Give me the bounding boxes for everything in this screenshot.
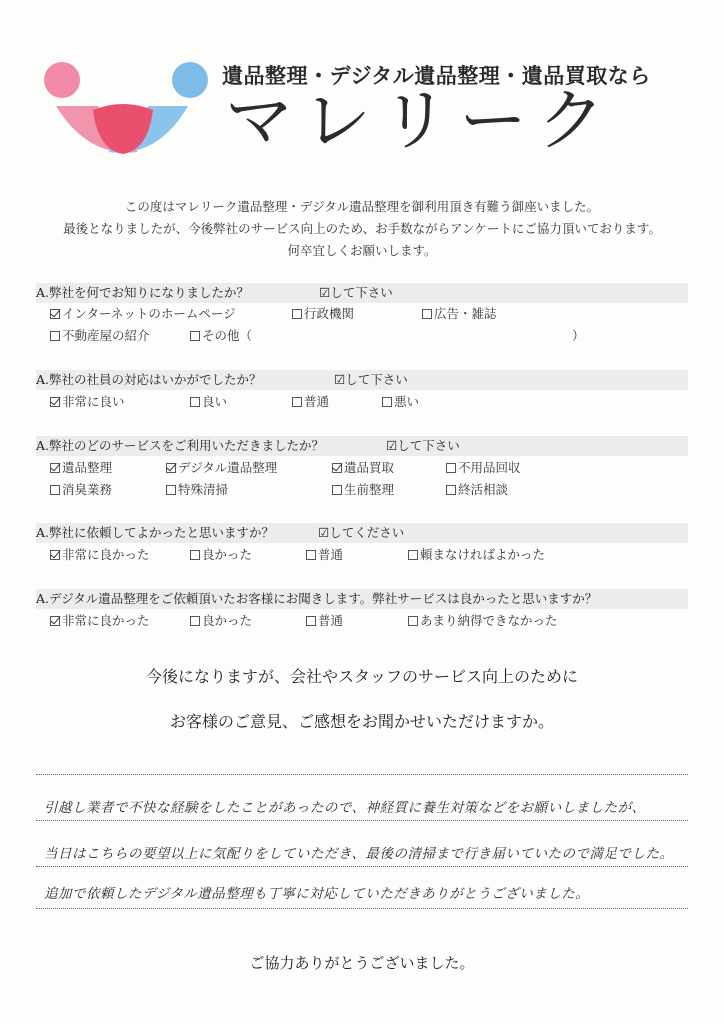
question-3-row-2 [36, 479, 688, 501]
checkbox-checked[interactable] [50, 616, 60, 626]
option-other[interactable]: その他（ [190, 325, 252, 347]
question-1-text: A.弊社を何でお知りになりましたか？ [36, 285, 250, 300]
question-4-note: ☑してください [318, 525, 405, 540]
question-1-note: ☑して下さい [319, 285, 393, 300]
checkbox[interactable] [382, 397, 392, 407]
comment-line-1: 引越し業者で不快な経験をしたことがあったので、神経質に養生対策などをお願いしましたが、 [44, 800, 646, 816]
option-very-good[interactable]: 非常に良かった [50, 610, 150, 632]
logo-left-dot [44, 62, 80, 98]
comment-line-divider [36, 820, 688, 821]
question-3-note: ☑して下さい [386, 438, 460, 453]
checkbox[interactable] [190, 331, 200, 341]
checkbox[interactable] [446, 485, 456, 495]
option-bad[interactable]: 悪い [382, 391, 419, 413]
checkbox-checked[interactable] [50, 397, 60, 407]
checkbox[interactable] [190, 397, 200, 407]
question-5-row-1 [36, 610, 688, 632]
checkbox[interactable] [332, 485, 342, 495]
intro-line-3: 何卒宜しくお願いします。 [287, 243, 437, 258]
checkbox[interactable] [408, 550, 418, 560]
tagline: 遺品整理・デジタル遺品整理・遺品買取なら [222, 64, 651, 88]
question-5-text: A.デジタル遺品整理をご依頼頂いたお客様にお聞きします。弊社サービスは良かったと思いますか？ [36, 591, 598, 606]
option-very-good[interactable]: 非常に良かった [50, 544, 150, 566]
checkbox-checked[interactable] [50, 550, 60, 560]
logo-right-dot [172, 62, 208, 98]
checkbox[interactable] [408, 616, 418, 626]
checkbox[interactable] [292, 397, 302, 407]
comment-line-divider [36, 908, 688, 909]
question-2-bar [36, 370, 688, 390]
checkbox[interactable] [190, 550, 200, 560]
checkbox[interactable] [190, 616, 200, 626]
option-internet[interactable]: インターネットのホームページ [50, 303, 236, 325]
checkbox[interactable] [50, 331, 60, 341]
option-estate-purchase[interactable]: 遺品買取 [332, 457, 394, 479]
option-average[interactable]: 普通 [306, 544, 343, 566]
option-good[interactable]: 良い [190, 391, 227, 413]
checkbox[interactable] [446, 463, 456, 473]
question-3-row-1 [36, 457, 688, 479]
question-1-bar [36, 283, 688, 303]
thanks-message: ご協力ありがとうございました。 [249, 954, 475, 972]
option-digital-estate[interactable]: デジタル遺品整理 [166, 457, 277, 479]
other-close-paren: ） [572, 328, 585, 343]
closing-question-line-2: お客様のご意見、ご感想をお聞かせいただけますか。 [169, 712, 554, 731]
option-estate-clearance[interactable]: 遺品整理 [50, 457, 112, 479]
option-good[interactable]: 良かった [190, 610, 252, 632]
question-2-row-1 [36, 391, 688, 413]
option-deodorizing[interactable]: 消臭業務 [50, 479, 112, 501]
question-4-row-1 [36, 544, 688, 566]
option-wish-not-requested[interactable]: 頼まなければよかった [408, 544, 545, 566]
comment-line-divider [36, 866, 688, 867]
checkbox[interactable] [306, 616, 316, 626]
question-2-text: A.弊社の社員の対応はいかがでしたか？ [36, 372, 262, 387]
option-special-cleaning[interactable]: 特殊清掃 [166, 479, 228, 501]
option-good[interactable]: 良かった [190, 544, 252, 566]
intro-line-2: 最後となりましたが、今後弊社のサービス向上のため、お手数ながらアンケートにご協力頂いております。 [63, 221, 661, 236]
comment-line-3: 追加で依頼したデジタル遺品整理も丁寧に対応していただきありがとうございました。 [44, 886, 590, 902]
question-3-bar [36, 436, 688, 456]
comment-line-2: 当日はこちらの要望以上に気配りをしていただき、最後の清掃まで行き届いていたので満足でした。 [44, 846, 674, 862]
option-very-good[interactable]: 非常に良い [50, 391, 125, 413]
intro-line-1: この度はマレリーク遺品整理・デジタル遺品整理を御利用頂き有難う御座いました。 [124, 199, 600, 214]
comment-line-divider [36, 774, 688, 775]
question-4-text: A.弊社に依頼してよかったと思いますか？ [36, 525, 275, 540]
checkbox[interactable] [306, 550, 316, 560]
option-average[interactable]: 普通 [292, 391, 329, 413]
option-not-satisfied[interactable]: あまり納得できなかった [408, 610, 558, 632]
checkbox-checked[interactable] [332, 463, 342, 473]
company-logo [38, 58, 208, 158]
question-1-row-2 [36, 325, 688, 347]
checkbox[interactable] [50, 485, 60, 495]
option-pre-death-organizing[interactable]: 生前整理 [332, 479, 394, 501]
option-advertisement[interactable]: 広告・雑誌 [422, 303, 497, 325]
option-real-estate[interactable]: 不動産屋の紹介 [50, 325, 150, 347]
brand-name: マレリーク [225, 82, 616, 161]
option-average[interactable]: 普通 [306, 610, 343, 632]
option-government[interactable]: 行政機関 [292, 303, 354, 325]
checkbox[interactable] [292, 309, 302, 319]
question-1-row-1 [36, 303, 688, 325]
checkbox-checked[interactable] [50, 463, 60, 473]
checkbox[interactable] [422, 309, 432, 319]
question-2-note: ☑して下さい [334, 372, 408, 387]
question-4-bar [36, 523, 688, 543]
checkbox-checked[interactable] [166, 463, 176, 473]
question-5-bar [36, 589, 688, 609]
intro-text [0, 196, 724, 262]
option-end-of-life-consult[interactable]: 終活相談 [446, 479, 508, 501]
question-3-text: A.弊社のどのサービスをご利用いただきましたか？ [36, 438, 325, 453]
checkbox-checked[interactable] [50, 309, 60, 319]
closing-question-line-1: 今後になりますが、会社やスタッフのサービス向上のために [145, 667, 578, 686]
option-junk-removal[interactable]: 不用品回収 [446, 457, 521, 479]
checkbox[interactable] [166, 485, 176, 495]
